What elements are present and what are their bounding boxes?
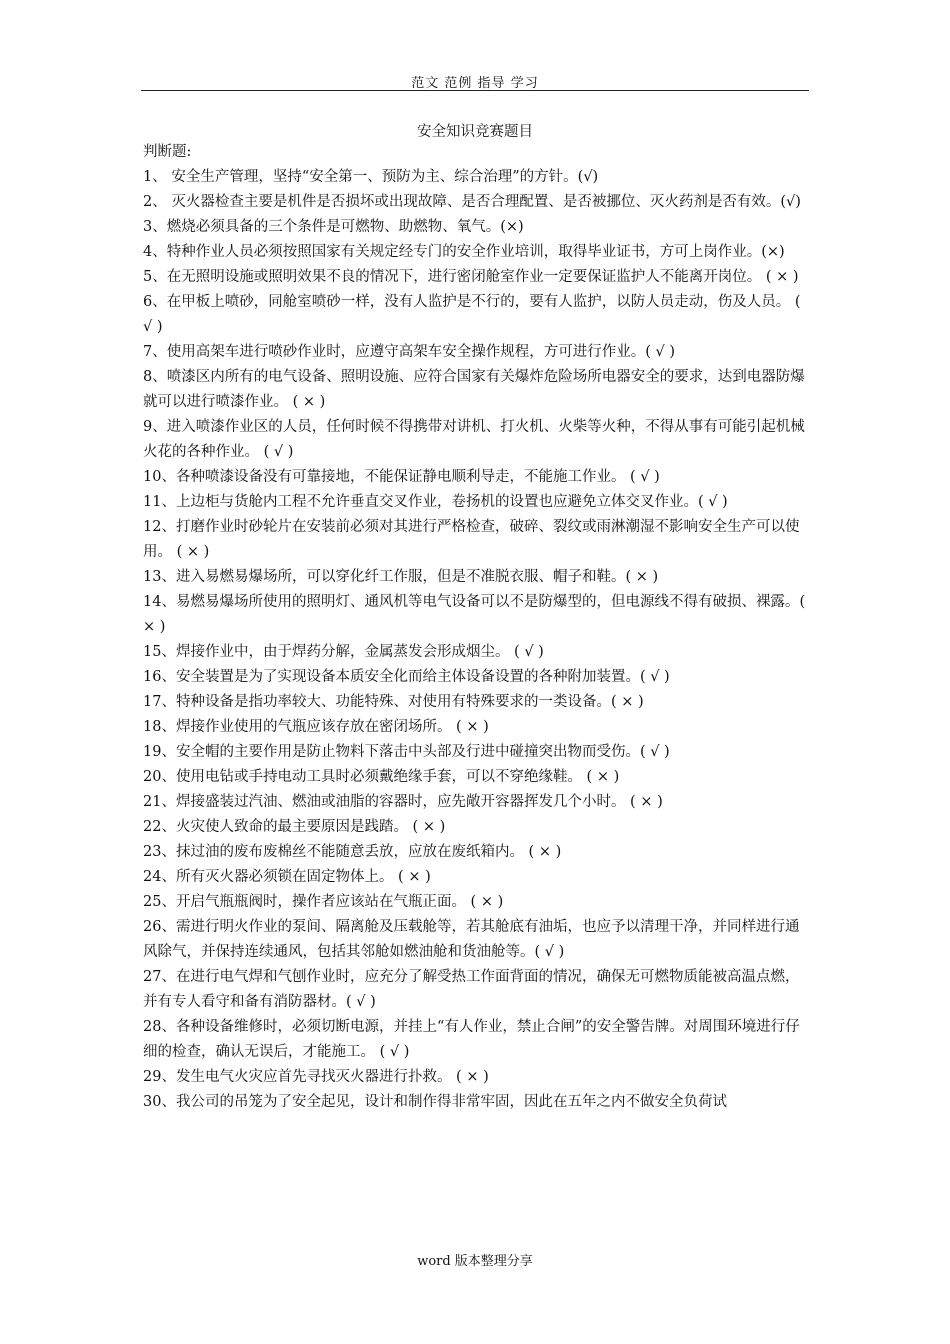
- list-item: 10、各种喷漆设备没有可靠接地，不能保证静电顺利导走，不能施工作业。 ( √ ): [143, 469, 660, 485]
- list-item: 4、特种作业人员必须按照国家有关规定经专门的安全作业培训，取得毕业证书，方可上岗作业。(×): [143, 244, 785, 260]
- list-item: 7、使用高架车进行喷砂作业时，应遵守高架车安全操作规程，方可进行作业。( √ ): [143, 344, 675, 360]
- section-label: 判断题:: [143, 144, 192, 160]
- list-item: 16、安全装置是为了实现设备本质安全化而给主体设备设置的各种附加装置。( √ ): [143, 669, 670, 685]
- list-item: 28、各种设备维修时，必须切断电源，并挂上“有人作业，禁止合闸”的安全警告牌。对周围环境进行仔细的检查，确认无误后，才能施工。 ( √ ): [143, 1019, 800, 1060]
- list-item: 13、进入易燃易爆场所，可以穿化纤工作服，但是不准脱衣服、帽子和鞋。( × ): [143, 569, 659, 585]
- page-title: 安全知识竞赛题目: [417, 124, 533, 140]
- header-rule: [141, 90, 809, 91]
- list-item: 30、我公司的吊笼为了安全起见，设计和制作得非常牢固，因此在五年之内不做安全负荷试: [143, 1094, 727, 1110]
- question-list: [143, 140, 809, 1115]
- list-item: 22、火灾使人致命的最主要原因是践踏。 ( × ): [143, 819, 446, 835]
- list-item: 6、在甲板上喷砂，同舱室喷砂一样，没有人监护是不行的，要有人监护，以防人员走动，伤及人员。 ( √ ): [143, 294, 801, 335]
- list-item: 2、 灭火器检查主要是机件是否损坏或出现故障、是否合理配置、是否被挪位、灭火药剂是否有效。(√): [143, 194, 801, 210]
- running-footer: word 版本整理分享: [417, 1254, 533, 1269]
- list-item: 5、在无照明设施或照明效果不良的情况下，进行密闭舱室作业一定要保证监护人不能离开岗位。 ( × ): [143, 269, 799, 285]
- list-item: 11、上边柜与货舱内工程不允许垂直交叉作业，卷扬机的设置也应避免立体交叉作业。( √ ): [143, 494, 728, 510]
- list-item: 19、安全帽的主要作用是防止物料下落击中头部及行进中碰撞突出物而受伤。( √ ): [143, 744, 670, 760]
- running-header: 范文 范例 指导 学习: [411, 76, 539, 91]
- list-item: 20、使用电钻或手持电动工具时必须戴绝缘手套，可以不穿绝缘鞋。 ( × ): [143, 769, 620, 785]
- list-item: 18、焊接作业使用的气瓶应该存放在密闭场所。 ( × ): [143, 719, 489, 735]
- list-item: 3、燃烧必须具备的三个条件是可燃物、助燃物、氧气。(×): [143, 219, 524, 235]
- list-item: 21、焊接盛装过汽油、燃油或油脂的容器时，应先敞开容器挥发几个小时。 ( × ): [143, 794, 663, 810]
- list-item: 26、需进行明火作业的泵间、隔离舱及压载舱等，若其舱底有油垢，也应予以清理干净，并同样进行通风除气，并保持连续通风，包括其邻舱如燃油舱和货油舱等。( √ ): [143, 919, 800, 960]
- list-item: 1、 安全生产管理，坚持“安全第一、预防为主、综合治理”的方针。(√): [143, 169, 599, 185]
- list-item: 24、所有灭火器必须锁在固定物体上。 ( × ): [143, 869, 431, 885]
- list-item: 17、特种设备是指功率较大、功能特殊、对使用有特殊要求的一类设备。( × ): [143, 694, 644, 710]
- list-item: 27、在进行电气焊和气刨作业时，应充分了解受热工作面背面的情况，确保无可燃物质能被高温点燃，并有专人看守和备有消防器材。( √ ): [143, 969, 800, 1010]
- list-item: 12、打磨作业时砂轮片在安装前必须对其进行严格检查，破碎、裂纹或雨淋潮湿不影响安全生产可以使用。 ( × ): [143, 519, 800, 560]
- list-item: 9、进入喷漆作业区的人员，任何时候不得携带对讲机、打火机、火柴等火种，不得从事有可能引起机械火花的各种作业。 ( √ ): [143, 419, 805, 460]
- list-item: 23、抹过油的废布废棉丝不能随意丢放，应放在废纸箱内。 ( × ): [143, 844, 562, 860]
- list-item: 8、喷漆区内所有的电气设备、照明设施、应符合国家有关爆炸危险场所电器安全的要求，达到电器防爆就可以进行喷漆作业。 ( × ): [143, 369, 805, 410]
- list-item: 14、易燃易爆场所使用的照明灯、通风机等电气设备可以不是防爆型的，但电源线不得有破损、裸露。( × ): [143, 594, 806, 635]
- list-item: 15、焊接作业中，由于焊药分解，金属蒸发会形成烟尘。 ( √ ): [143, 644, 544, 660]
- list-item: 25、开启气瓶瓶阀时，操作者应该站在气瓶正面。 ( × ): [143, 894, 504, 910]
- list-item: 29、发生电气火灾应首先寻找灭火器进行扑救。 ( × ): [143, 1069, 489, 1085]
